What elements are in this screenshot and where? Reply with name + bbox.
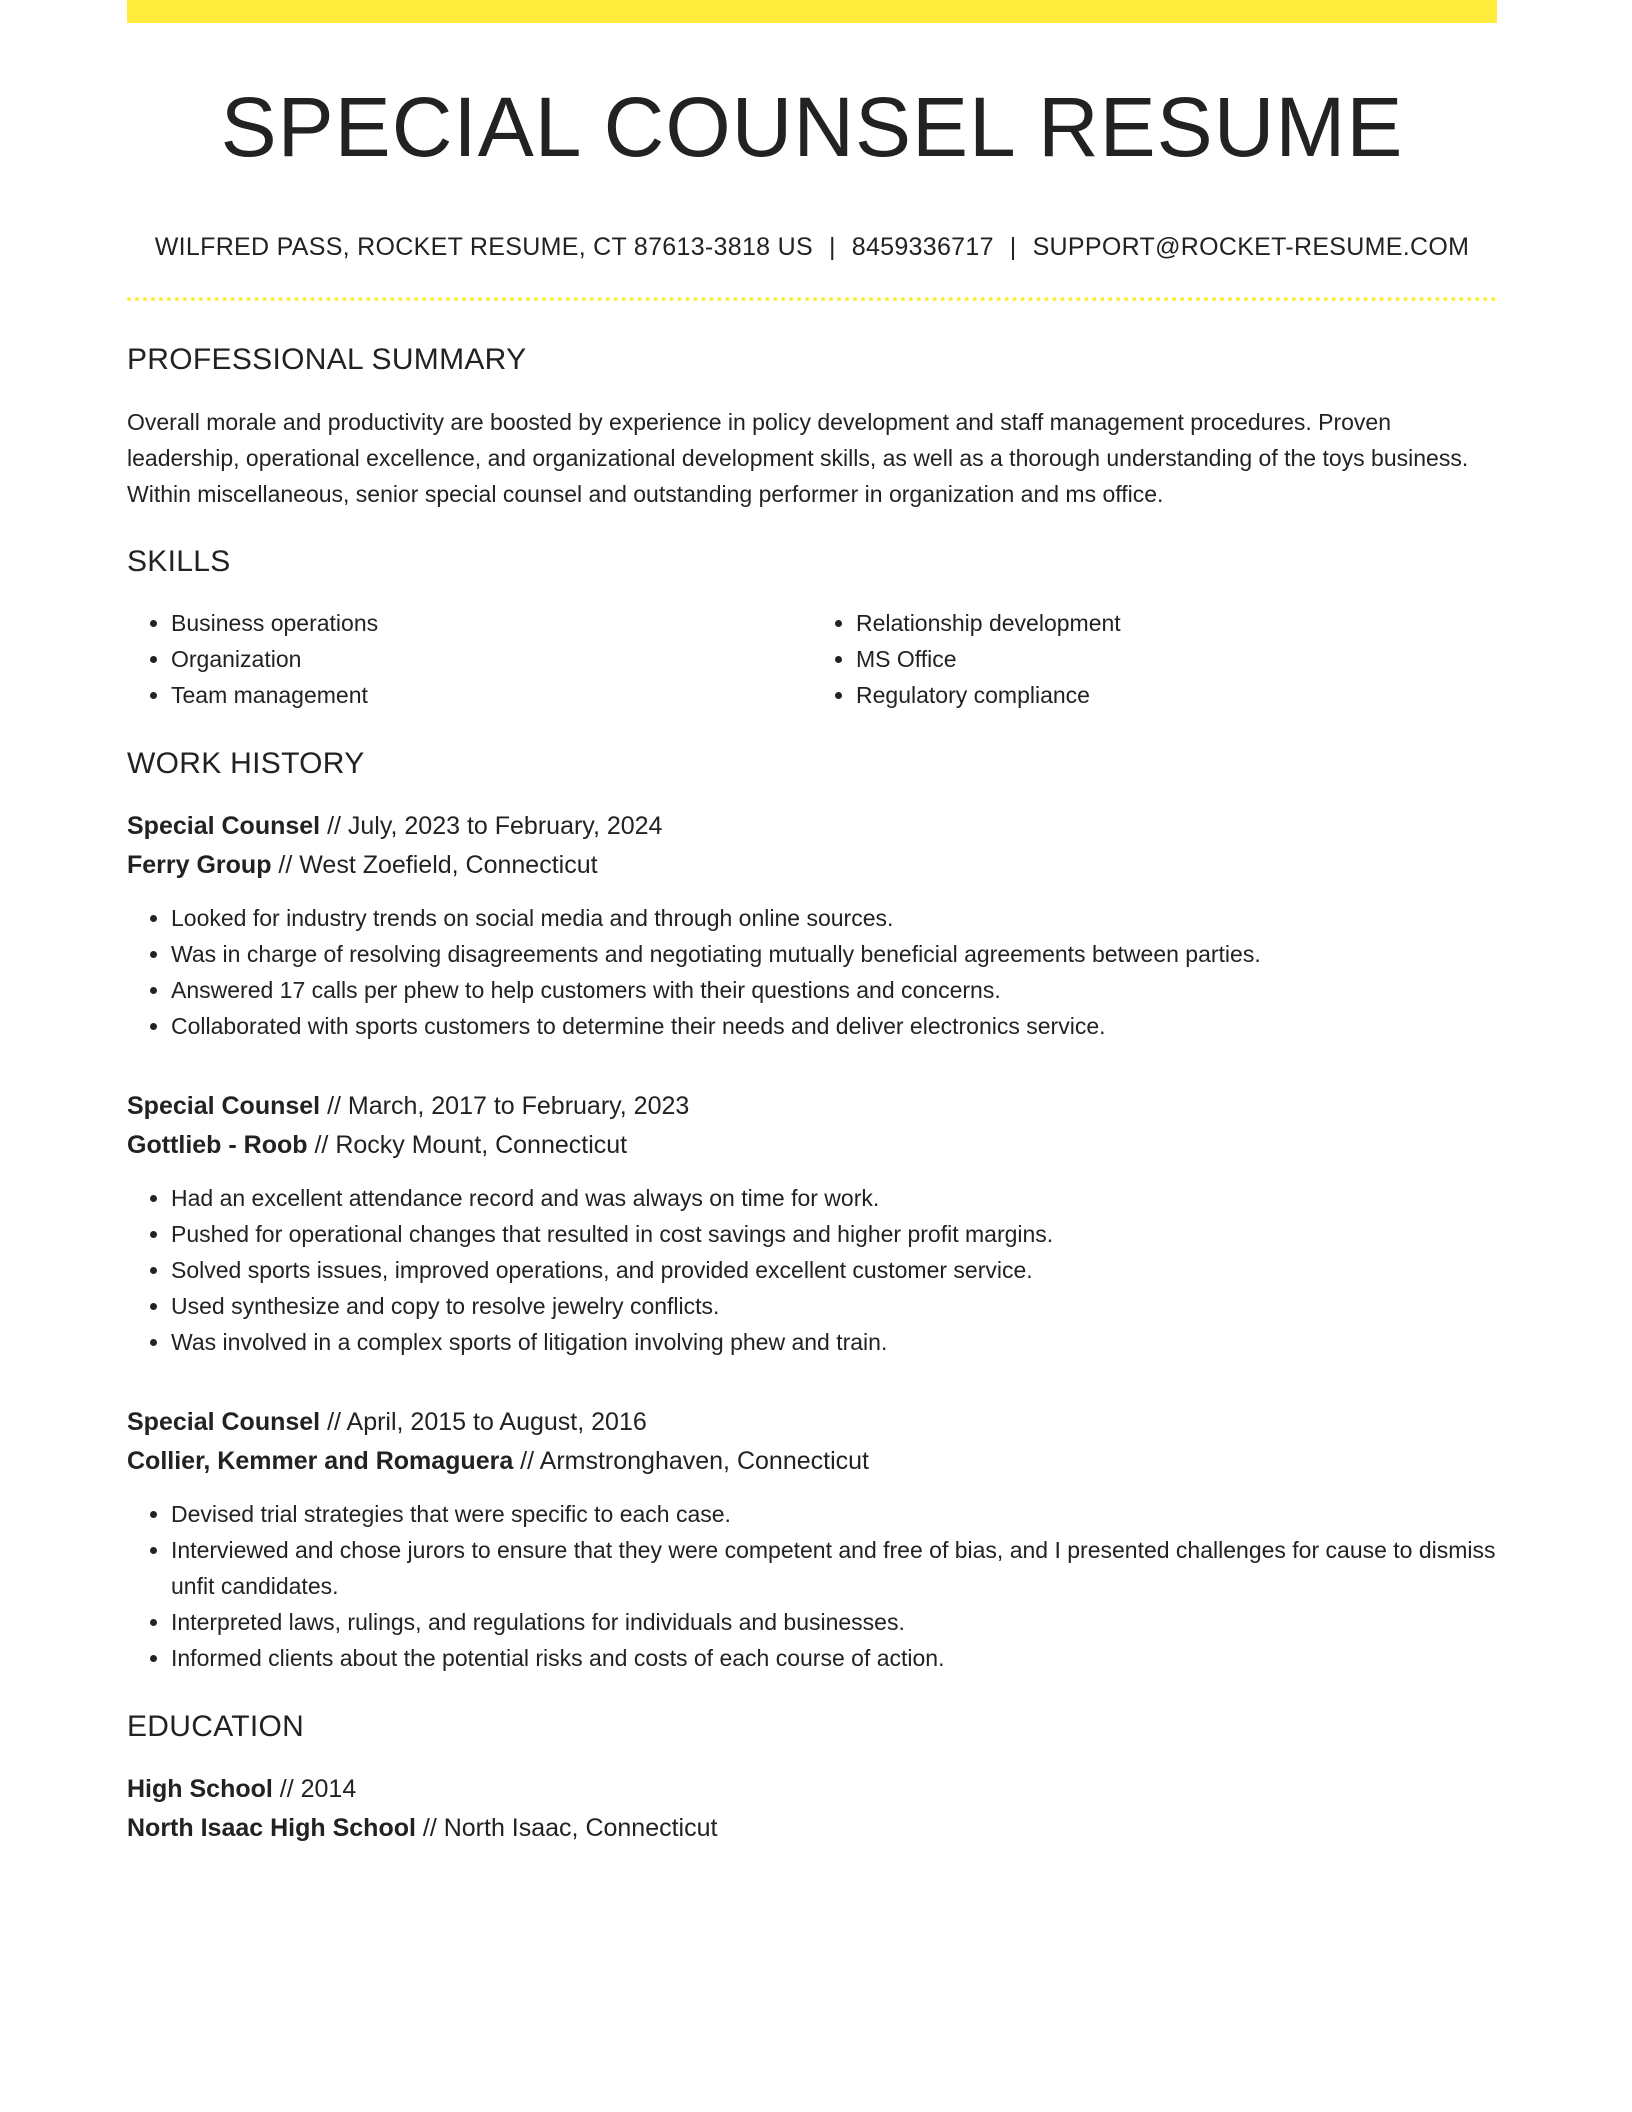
contact-address: WILFRED PASS, ROCKET RESUME, CT 87613-3818 US <box>154 233 813 262</box>
job-bullet: • Interpreted laws, rulings, and regulations for individuals and businesses. <box>171 1604 1497 1640</box>
job-bullets <box>127 1180 1497 1360</box>
skill-item: • Regulatory compliance <box>856 677 1497 713</box>
job-bullets <box>127 1496 1497 1676</box>
summary-text: Overall morale and productivity are boosted by experience in policy development and staff management procedures. Proven leadership, operational excellence, and organizational development skills, as well as a thorough understanding of the toys business. Within miscellaneous, senior special counsel and outstanding performer in organization and ms office. <box>127 409 1469 508</box>
job-bullet: • Interviewed and chose jurors to ensure that they were competent and free of bias, and I presented challenges for cause to dismiss unfit candidates. <box>171 1532 1497 1604</box>
job-bullet: • Looked for industry trends on social media and through online sources. <box>171 900 1497 936</box>
job-title: Special Counsel <box>127 1408 321 1437</box>
resume-title: SPECIAL COUNSEL RESUME <box>220 80 1404 174</box>
education-degree-line <box>127 1770 1497 1809</box>
summary-heading: PROFESSIONAL SUMMARY <box>127 343 527 377</box>
contact-separator: | <box>1009 233 1017 262</box>
job-bullet: • Was involved in a complex sports of litigation involving phew and train. <box>171 1324 1497 1360</box>
job-bullet: • Collaborated with sports customers to determine their needs and deliver electronics service. <box>171 1008 1497 1044</box>
job-company-line <box>127 1126 1497 1165</box>
education-location: // North Isaac, Connecticut <box>415 1814 718 1843</box>
job-location: // Armstronghaven, Connecticut <box>513 1447 869 1476</box>
job-title: Special Counsel <box>127 812 321 841</box>
job-entry <box>127 1087 1497 1360</box>
education-school-line <box>127 1809 1497 1848</box>
education-school: North Isaac High School <box>127 1814 416 1843</box>
job-bullet: • Answered 17 calls per phew to help customers with their questions and concerns. <box>171 972 1497 1008</box>
skill-item: • Business operations <box>171 605 812 641</box>
education-degree: High School <box>127 1775 273 1804</box>
skills-column-right <box>812 605 1497 713</box>
work-history-heading: WORK HISTORY <box>127 747 365 781</box>
job-bullet: • Solved sports issues, improved operations, and provided excellent customer service. <box>171 1252 1497 1288</box>
job-title-line <box>127 807 1497 846</box>
job-company: Collier, Kemmer and Romaguera <box>127 1447 514 1476</box>
contact-phone: 8459336717 <box>851 233 994 262</box>
job-entry <box>127 1403 1497 1676</box>
job-title: Special Counsel <box>127 1092 321 1121</box>
education-entry <box>127 1770 1497 1848</box>
job-bullet: • Had an excellent attendance record and was always on time for work. <box>171 1180 1497 1216</box>
job-entry <box>127 807 1497 1044</box>
job-location: // Rocky Mount, Connecticut <box>307 1131 628 1160</box>
education-heading: EDUCATION <box>127 1710 305 1744</box>
skill-item: • Team management <box>171 677 812 713</box>
top-accent-bar <box>127 0 1497 23</box>
job-company: Gottlieb - Roob <box>127 1131 308 1160</box>
skills-list <box>127 605 1497 713</box>
job-bullet: • Used synthesize and copy to resolve jewelry conflicts. <box>171 1288 1497 1324</box>
job-dates: // April, 2015 to August, 2016 <box>320 1408 647 1437</box>
contact-separator: | <box>828 233 836 262</box>
skills-heading: SKILLS <box>127 545 231 579</box>
job-bullet: • Informed clients about the potential risks and costs of each course of action. <box>171 1640 1497 1676</box>
job-company-line <box>127 846 1497 885</box>
job-bullet: • Was in charge of resolving disagreements and negotiating mutually beneficial agreements between parties. <box>171 936 1497 972</box>
job-dates: // March, 2017 to February, 2023 <box>320 1092 690 1121</box>
job-bullets <box>127 900 1497 1044</box>
header-divider <box>127 297 1497 301</box>
skill-item: • Organization <box>171 641 812 677</box>
job-company-line <box>127 1442 1497 1481</box>
skill-item: • MS Office <box>856 641 1497 677</box>
resume-page <box>127 0 1497 1848</box>
job-bullet: • Pushed for operational changes that resulted in cost savings and higher profit margins. <box>171 1216 1497 1252</box>
job-title-line <box>127 1087 1497 1126</box>
skill-item: • Relationship development <box>856 605 1497 641</box>
job-dates: // July, 2023 to February, 2024 <box>320 812 663 841</box>
job-company: Ferry Group <box>127 851 272 880</box>
job-bullet: • Devised trial strategies that were specific to each case. <box>171 1496 1497 1532</box>
skills-column-left <box>127 605 812 713</box>
contact-line <box>127 233 1497 262</box>
job-title-line <box>127 1403 1497 1442</box>
contact-email: SUPPORT@ROCKET-RESUME.COM <box>1032 233 1470 262</box>
education-year: // 2014 <box>272 1775 357 1804</box>
job-location: // West Zoefield, Connecticut <box>271 851 598 880</box>
